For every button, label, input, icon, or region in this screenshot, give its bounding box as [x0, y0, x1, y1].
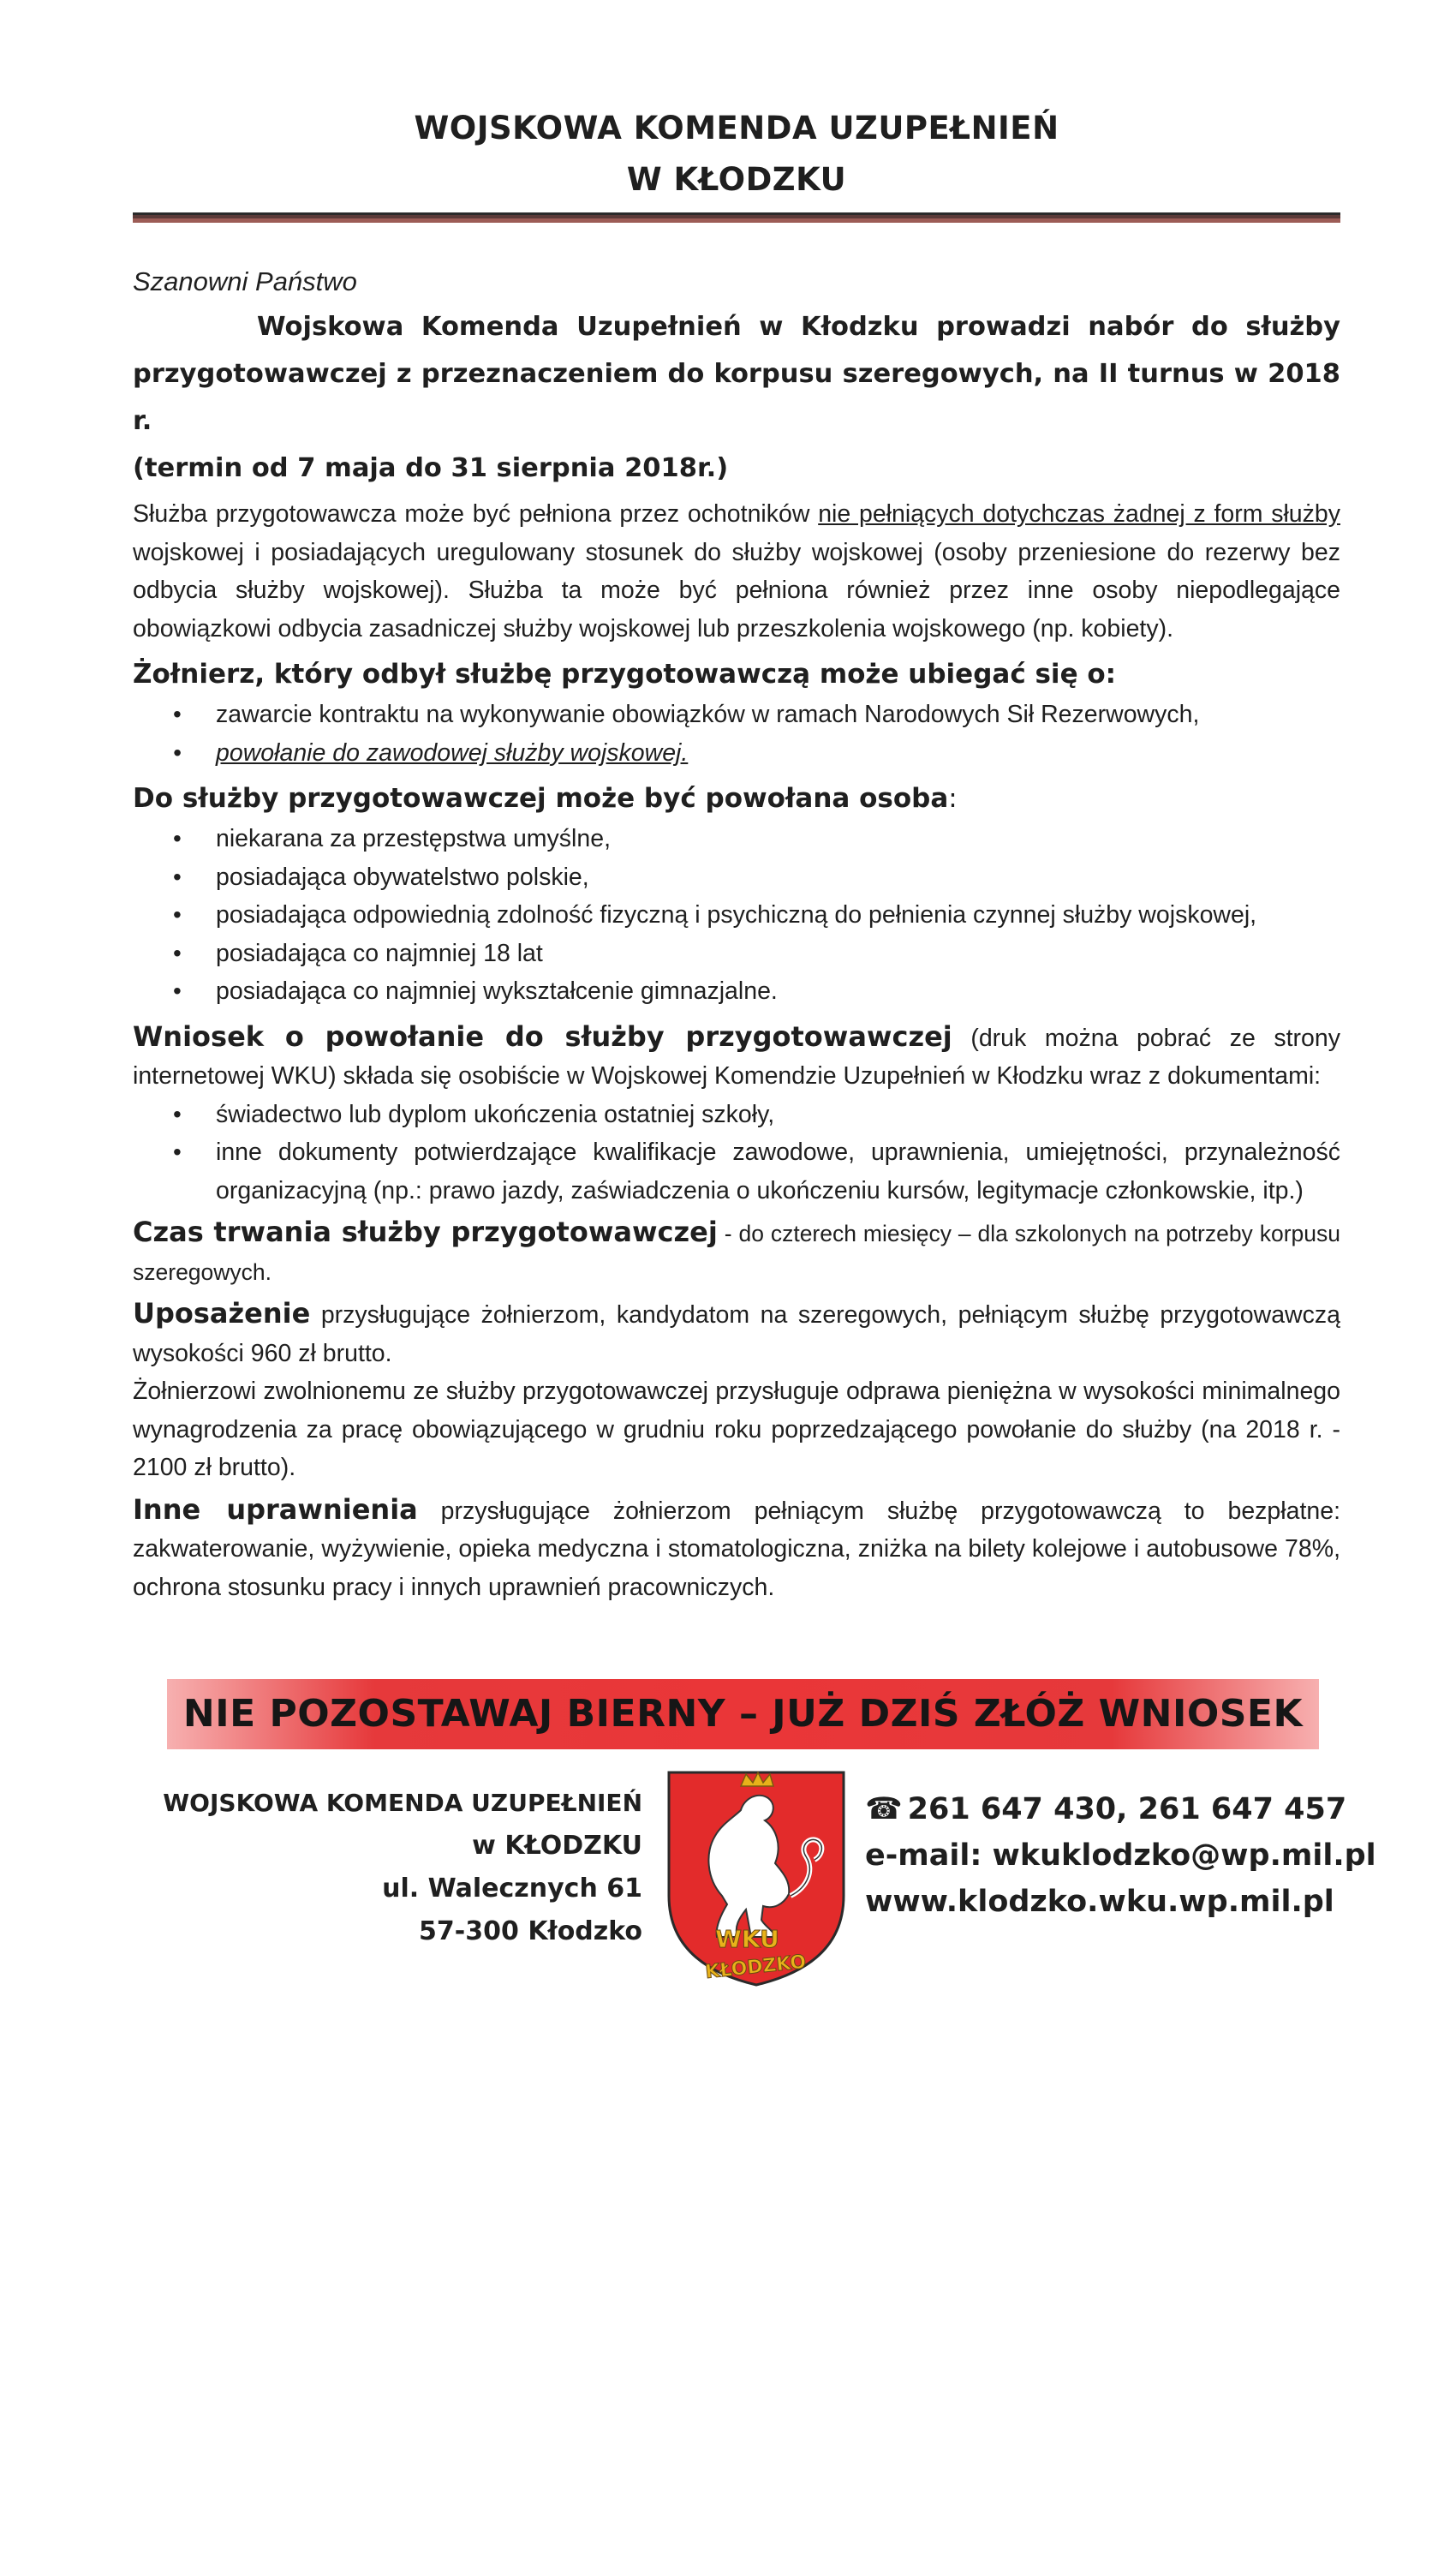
other-paragraph: [133, 1491, 1340, 1607]
website-line: www.klodzko.wku.wp.mil.pl: [865, 1885, 1334, 1919]
application-text: (druk można pobrać ze strony internetowej WKU) składa się osobiście w Wojskowej Komendzie Uzupełnień w Kłodzku wraz z dokumentami:: [133, 1024, 1340, 1090]
list-item: • powołanie do zawodowej służby wojskowej.: [216, 734, 1340, 773]
apply-list: [133, 696, 1340, 772]
salary-heading: Uposażenie: [133, 1297, 311, 1330]
list-item: • zawarcie kontraktu na wykonywanie obowiązków w ramach Narodowych Sił Rezerwowych,: [216, 696, 1340, 734]
salary-paragraph: [133, 1294, 1340, 1372]
duration-heading: Czas trwania służby przygotowawczej: [133, 1216, 718, 1248]
call-to-action-banner: NIE POZOSTAWAJ BIERNY – JUŻ DZIŚ ZŁÓŻ WNIOSEK: [167, 1679, 1319, 1749]
contact-block: [865, 1786, 1456, 1925]
intro-underlined: nie pełniących dotychczas żadnej z form służby: [818, 500, 1340, 528]
phone-numbers: 261 647 430, 261 647 457: [907, 1792, 1347, 1826]
severance-paragraph: Żołnierzowi zwolnionemu ze służby przygotowawczej przysługuje odprawa pieniężna w wysokości minimalnego wynagrodzenia za pracę obowiązującego w grudniu roku poprzedzającego powołanie do służby (na 2018 r. - 2100 zł brutto).: [133, 1378, 1340, 1481]
email-line: e-mail: wkuklodzko@wp.mil.pl: [865, 1838, 1376, 1873]
greeting: Szanowni Państwo: [133, 266, 357, 296]
list-item: • inne dokumenty potwierdzające kwalifikacje zawodowe, uprawnienia, umiejętności, przynależność organizacyjną (np.: prawo jazdy, zaświadczenia o ukończeniu kursów, legitymacje członkowskie, itp.): [216, 1133, 1340, 1210]
address-line-1: WOJSKOWA KOMENDA UZUPEŁNIEŃ: [163, 1789, 642, 1817]
header-line-1: WOJSKOWA KOMENDA UZUPEŁNIEŃ: [414, 110, 1059, 146]
telephone-icon: ☎: [865, 1792, 903, 1826]
eligible-list: [133, 820, 1340, 1011]
eligible-heading-text: Do służby przygotowawczej może być powołana osoba: [133, 783, 949, 814]
eligible-heading-colon: :: [948, 783, 958, 814]
duration-text: - do czterech miesięcy – dla szkolonych na potrzeby korpusu szeregowych.: [133, 1221, 1340, 1285]
intro-paragraph: [133, 495, 1340, 648]
duration-paragraph: [133, 1213, 1340, 1291]
application-heading: Wniosek o powołanie do służby przygotowawczej: [133, 1019, 952, 1053]
wku-crest-logo: [662, 1767, 850, 1988]
address-line-4: 57-300 Kłodzko: [419, 1916, 642, 1946]
list-item: • świadectwo lub dyplom ukończenia ostatniej szkoły,: [216, 1096, 1340, 1134]
apply-heading: Żołnierz, który odbył służbę przygotowawczą może ubiegać się o:: [133, 659, 1117, 690]
crest-bottom-text: KŁODZKO: [704, 1951, 808, 1984]
phone-line: [865, 1786, 1456, 1832]
documents-list: [133, 1096, 1340, 1210]
other-text: przysługujące żołnierzom pełniącym służbę przygotowawczą to bezpłatne: zakwaterowanie, wyżywienie, opieka medyczna i stomatologiczna, zniżka na bilety kolejowe i autobusowe 78%, ochrona stosunku pracy i innych uprawnień pracowniczych.: [133, 1497, 1340, 1601]
document-header: [133, 103, 1340, 206]
address-block: [128, 1782, 642, 1953]
other-heading: Inne uprawnienia: [133, 1492, 418, 1526]
document-body: [133, 103, 1340, 1606]
eligible-heading: [133, 777, 1340, 820]
crest-top-text: WKU: [715, 1925, 779, 1953]
address-line-3: ul. Walecznych 61: [382, 1874, 642, 1904]
intro-part-2: wojskowej i posiadających uregulowany stosunek do służby wojskowej (osoby przeniesione do rezerwy bez odbycia służby wojskowej). Służba ta może być pełniona również przez inne osoby niepodlegające obowiązkowi odbycia zasadniczej służby wojskowej lub przeszkolenia wojskowego (np. kobiety).: [133, 538, 1340, 642]
header-divider: [133, 212, 1340, 223]
header-line-2: W KŁODZKU: [626, 161, 847, 198]
lead-term: (termin od 7 maja do 31 sierpnia 2018r.): [133, 453, 729, 483]
intro-part-1: Służba przygotowawcza może być pełniona przez ochotników: [133, 500, 819, 528]
list-item: • posiadająca co najmniej wykształcenie gimnazjalne.: [216, 972, 1340, 1011]
salary-text: przysługujące żołnierzom, kandydatom na szeregowych, pełniącym służbę przygotowawczą wysokości 960 zł brutto.: [133, 1301, 1340, 1367]
application-paragraph: [133, 1018, 1340, 1096]
list-item: • niekarana za przestępstwa umyślne,: [216, 820, 1340, 858]
list-item: • posiadająca obywatelstwo polskie,: [216, 858, 1340, 897]
address-line-2: w KŁODZKU: [472, 1831, 642, 1861]
list-item: • posiadająca odpowiednią zdolność fizyczną i psychiczną do pełnienia czynnej służby wojskowej,: [216, 896, 1340, 935]
lead-paragraph: Wojskowa Komenda Uzupełnień w Kłodzku prowadzi nabór do służby przygotowawczej z przeznaczeniem do korpusu szeregowych, na II turnus w 2018 r.: [133, 312, 1340, 436]
list-item: • posiadająca co najmniej 18 lat: [216, 935, 1340, 973]
